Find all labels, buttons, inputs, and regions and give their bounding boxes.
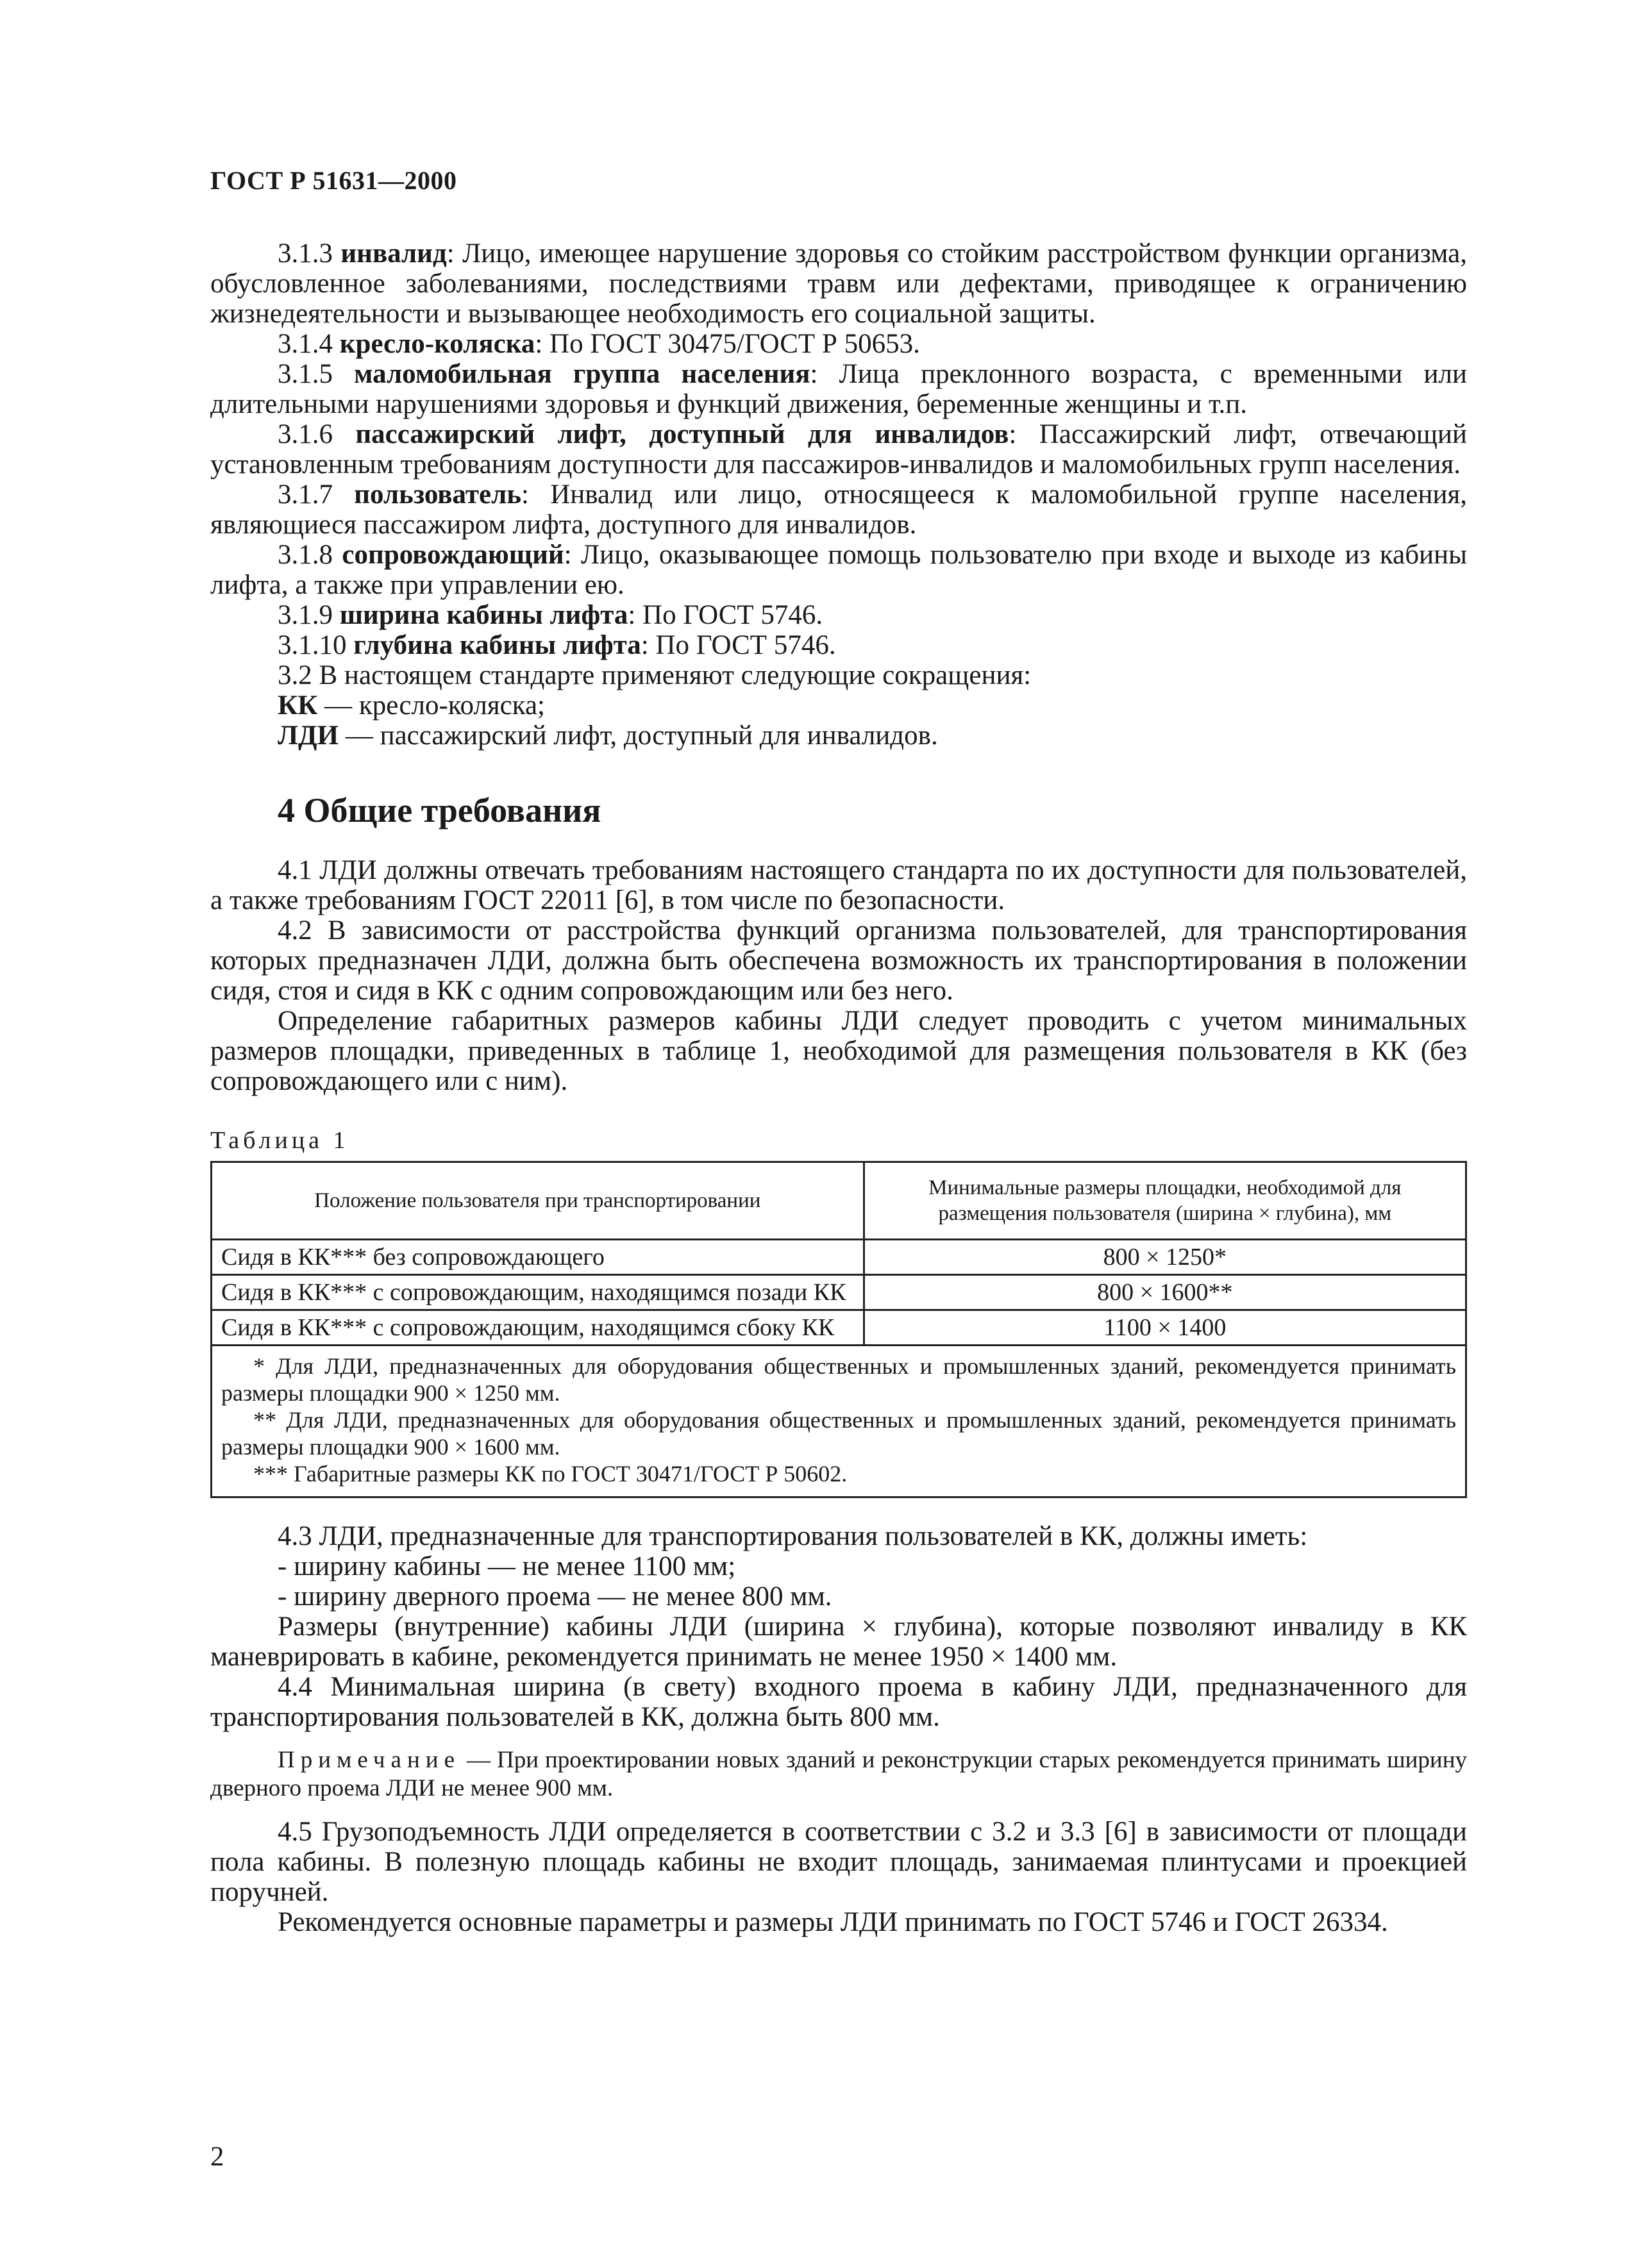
abbreviation-kk xyxy=(210,690,1467,721)
table-footnote: *** Габаритные размеры КК по ГОСТ 30471/ГОСТ Р 50602. xyxy=(253,1461,848,1487)
definition-text: : Лицо, имеющее нарушение здоровья со стойким расстройством функции организма, обусловленное заболеваниями, последствиями травм или дефектами, приводящее к ограничению жизнедеятельности и вызывающее необходимость его социальной защиты. xyxy=(210,238,1468,329)
note xyxy=(210,1746,1467,1803)
definition-3-1-3 xyxy=(210,238,1467,329)
definition-term: пассажирский лифт, доступный для инвалидов xyxy=(355,419,1009,449)
definition-text: : По ГОСТ 5746. xyxy=(641,630,836,660)
definition-text: : Лица преклонного возраста, с временными или длительными нарушениями здоровья и функций движения, беременные женщины и т.п. xyxy=(210,359,1467,419)
abbreviation-ldi xyxy=(210,721,1467,751)
note-label: Примечание xyxy=(278,1747,460,1773)
definition-3-1-9 xyxy=(210,600,1467,630)
definition-3-1-4 xyxy=(210,329,1467,359)
page-number: 2 xyxy=(210,2142,224,2172)
definition-text: : Инвалид или лицо, относящееся к маломобильной группе населения, являющиеся пассажиром лифта, доступного для инвалидов. xyxy=(210,479,1467,540)
paragraph-4-5: 4.5 Грузоподъемность ЛДИ определяется в соответствии с 3.2 и 3.3 [6] в зависимости от площади пола кабины. В полезную площадь кабины не входит площадь, занимаемая плинтусами и проекцией поручней. xyxy=(210,1817,1467,1907)
definition-term: инвалид xyxy=(340,238,447,269)
table-cell-size: 1100 × 1400 xyxy=(864,1310,1466,1346)
table-row xyxy=(212,1240,1466,1275)
definition-text: : Лицо, оказывающее помощь пользователю при входе и выходе из кабины лифта, а также при управлении ею. xyxy=(210,540,1467,600)
definition-text: : По ГОСТ 30475/ГОСТ Р 50653. xyxy=(535,329,920,359)
table-cell-position: Сидя в КК*** без сопровождающего xyxy=(212,1240,864,1275)
definition-number: 3.1.7 xyxy=(278,479,333,510)
table-header-row xyxy=(212,1162,1466,1240)
table-cell-position: Сидя в КК*** с сопровождающим, находящимся сбоку КК xyxy=(212,1310,864,1346)
definition-number: 3.1.9 xyxy=(278,600,333,630)
table-header-cell: Положение пользователя при транспортировании xyxy=(212,1162,864,1240)
list-item: - ширину кабины — не менее 1100 мм; xyxy=(278,1551,736,1581)
note-text: — При проектировании новых зданий и реконструкции старых рекомендуется принимать ширину дверного проема ЛДИ не менее 900 мм. xyxy=(210,1747,1467,1801)
definition-text: : Пассажирский лифт, отвечающий установленным требованиям доступности для пассажиров-инвалидов и маломобильных групп населения. xyxy=(210,419,1467,479)
table-row xyxy=(212,1275,1466,1310)
abbreviation-term: ЛДИ xyxy=(278,721,339,751)
definition-number: 3.1.8 xyxy=(278,540,333,570)
table-footnotes xyxy=(212,1346,1466,1497)
definition-3-1-8 xyxy=(210,540,1467,600)
definition-3-1-5 xyxy=(210,359,1467,419)
definition-term: глубина кабины лифта xyxy=(353,630,641,660)
paragraph-4-3-continued: Размеры (внутренние) кабины ЛДИ (ширина × глубина), которые позволяют инвалиду в КК маневрировать в кабине, рекомендуется принимать не менее 1950 × 1400 мм. xyxy=(210,1612,1467,1672)
definition-term: кресло-коляска xyxy=(339,329,535,359)
definition-number: 3.1.3 xyxy=(278,238,333,269)
definition-number: 3.1.6 xyxy=(278,419,333,449)
abbreviation-text: — кресло-коляска; xyxy=(317,690,546,721)
table-footnote: * Для ЛДИ, предназначенных для оборудования общественных и промышленных зданий, рекомендуется принимать размеры площадки 900 × 1250 мм. xyxy=(221,1353,1456,1406)
list-item: - ширину дверного проема — не менее 800 мм. xyxy=(278,1581,832,1612)
table-header-cell: Минимальные размеры площадки, необходимой для размещения пользователя (ширина × глубина), мм xyxy=(864,1162,1466,1240)
paragraph-4-2: 4.2 В зависимости от расстройства функций организма пользователей, для транспортирования которых предназначен ЛДИ, должна быть обеспечена возможность их транспортирования в положении сидя, стоя и сидя в КК с одним сопровождающим или без него. xyxy=(210,915,1467,1006)
definition-3-1-7 xyxy=(210,479,1467,540)
definition-number: 3.1.4 xyxy=(278,329,333,359)
definition-3-1-10 xyxy=(210,630,1467,660)
paragraph-4-2-continued: Определение габаритных размеров кабины ЛДИ следует проводить с учетом минимальных размеров площадки, приведенных в таблице 1, необходимой для размещения пользователя в КК (без сопровождающего или с ним). xyxy=(210,1006,1467,1096)
abbreviation-text: — пассажирский лифт, доступный для инвалидов. xyxy=(339,721,938,751)
definition-number: 3.1.5 xyxy=(278,359,333,389)
table-footnotes-row xyxy=(212,1346,1466,1497)
table-caption: Таблица 1 xyxy=(210,1127,349,1154)
table-cell-size: 800 × 1600** xyxy=(864,1275,1466,1310)
paragraph-3-2: 3.2 В настоящем стандарте применяют следующие сокращения: xyxy=(278,660,1032,690)
table-footnote: ** Для ЛДИ, предназначенных для оборудования общественных и промышленных зданий, рекомендуется принимать размеры площадки 900 × 1600 мм. xyxy=(221,1407,1456,1460)
section-heading: 4 Общие требования xyxy=(278,791,601,830)
paragraph-4-5-continued: Рекомендуется основные параметры и размеры ЛДИ принимать по ГОСТ 5746 и ГОСТ 26334. xyxy=(278,1907,1388,1937)
document-body xyxy=(210,238,1467,1937)
definition-term: пользователь xyxy=(354,479,521,510)
paragraph-4-3: 4.3 ЛДИ, предназначенные для транспортирования пользователей в КК, должны иметь: xyxy=(278,1521,1308,1551)
table-1 xyxy=(210,1161,1467,1498)
definition-3-1-6 xyxy=(210,419,1467,479)
definition-term: сопровождающий xyxy=(342,540,564,570)
table-cell-position: Сидя в КК*** с сопровождающим, находящимся позади КК xyxy=(212,1275,864,1310)
page-header-standard: ГОСТ Р 51631—2000 xyxy=(210,166,457,195)
table-cell-size: 800 × 1250* xyxy=(864,1240,1466,1275)
abbreviation-term: КК xyxy=(278,690,318,721)
definition-number: 3.1.10 xyxy=(278,630,347,660)
definition-term: ширина кабины лифта xyxy=(339,600,628,630)
definition-text: : По ГОСТ 5746. xyxy=(628,600,823,630)
paragraph-4-4: 4.4 Минимальная ширина (в свету) входного проема в кабину ЛДИ, предназначенного для транспортирования пользователей в КК, должна быть 800 мм. xyxy=(210,1672,1467,1732)
table-row xyxy=(212,1310,1466,1346)
paragraph-4-1: 4.1 ЛДИ должны отвечать требованиям настоящего стандарта по их доступности для пользователей, а также требованиям ГОСТ 22011 [6], в том числе по безопасности. xyxy=(210,855,1467,915)
definition-term: маломобильная группа населения xyxy=(354,359,810,389)
